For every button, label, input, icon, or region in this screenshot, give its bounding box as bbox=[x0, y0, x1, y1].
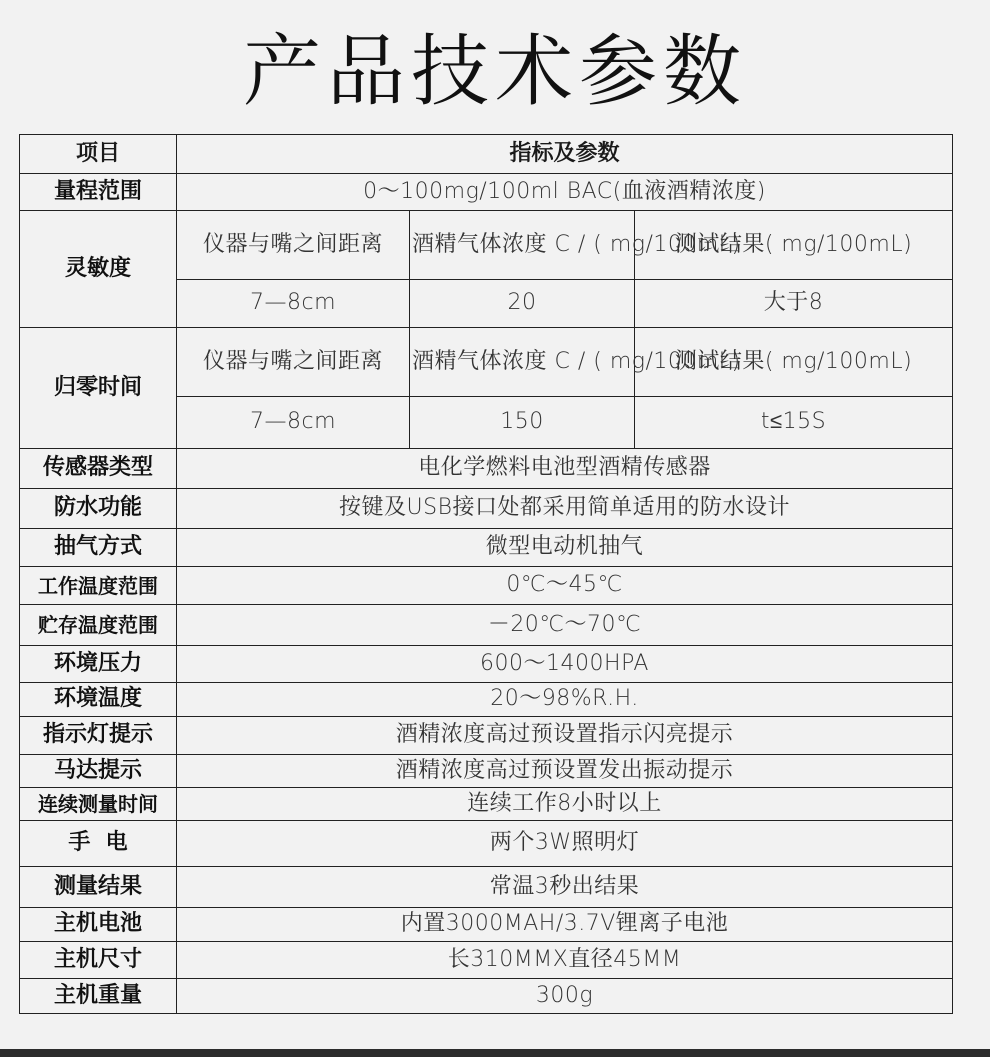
range-value: 0～100mg/100ml BAC(血液酒精浓度) bbox=[177, 174, 953, 211]
page-title: 产品技术参数 bbox=[242, 27, 747, 117]
zero-time-col-result: 测试结果( mg/100mL) bbox=[635, 328, 953, 397]
row-value: 电化学燃料电池型酒精传感器 bbox=[177, 449, 953, 489]
row-label: 环境压力 bbox=[20, 646, 177, 683]
row-label: 主机重量 bbox=[20, 979, 177, 1014]
spec-table bbox=[19, 134, 953, 1014]
row-value: 按键及USB接口处都采用简单适用的防水设计 bbox=[177, 489, 953, 529]
sensitivity-distance: 7—8cm bbox=[177, 280, 410, 328]
row-value: 连续工作8小时以上 bbox=[177, 788, 953, 821]
row-value: 常温3秒出结果 bbox=[177, 867, 953, 908]
zero-time-col-distance: 仪器与嘴之间距离 bbox=[177, 328, 410, 397]
row-label: 工作温度范围 bbox=[20, 567, 177, 605]
table-row bbox=[20, 755, 953, 788]
table-row bbox=[20, 979, 953, 1014]
sensitivity-concentration: 20 bbox=[410, 280, 635, 328]
row-label: 防水功能 bbox=[20, 489, 177, 529]
table-row bbox=[20, 328, 953, 397]
zero-time-distance: 7—8cm bbox=[177, 397, 410, 449]
row-value: 0℃～45℃ bbox=[177, 567, 953, 605]
sensitivity-col-distance: 仪器与嘴之间距离 bbox=[177, 211, 410, 280]
row-value: 600～1400HPA bbox=[177, 646, 953, 683]
row-value: 酒精浓度高过预设置发出振动提示 bbox=[177, 755, 953, 788]
row-label: 环境温度 bbox=[20, 683, 177, 717]
row-label: 主机尺寸 bbox=[20, 942, 177, 979]
table-row bbox=[20, 567, 953, 605]
row-label: 连续测量时间 bbox=[20, 788, 177, 821]
sensitivity-col-result: 测试结果( mg/100mL) bbox=[635, 211, 953, 280]
row-label: 指示灯提示 bbox=[20, 717, 177, 755]
table-row bbox=[20, 489, 953, 529]
row-value: 微型电动机抽气 bbox=[177, 529, 953, 567]
table-row bbox=[20, 529, 953, 567]
zero-time-label: 归零时间 bbox=[20, 328, 177, 449]
range-label: 量程范围 bbox=[20, 174, 177, 211]
bottom-divider bbox=[0, 1049, 990, 1057]
row-value: 两个3W照明灯 bbox=[177, 821, 953, 867]
row-value: －20℃～70℃ bbox=[177, 605, 953, 646]
table-row bbox=[20, 788, 953, 821]
table-row bbox=[20, 211, 953, 280]
table-row bbox=[20, 449, 953, 489]
row-label: 手 电 bbox=[20, 821, 177, 867]
table-row bbox=[20, 821, 953, 867]
row-label: 传感器类型 bbox=[20, 449, 177, 489]
sensitivity-result: 大于8 bbox=[635, 280, 953, 328]
row-value: 酒精浓度高过预设置指示闪亮提示 bbox=[177, 717, 953, 755]
zero-time-concentration: 150 bbox=[410, 397, 635, 449]
table-row bbox=[20, 683, 953, 717]
zero-time-col-concentration: 酒精气体浓度 C / ( mg/100mL) bbox=[410, 328, 635, 397]
row-label: 马达提示 bbox=[20, 755, 177, 788]
table-header-row bbox=[20, 135, 953, 174]
row-label: 测量结果 bbox=[20, 867, 177, 908]
sensitivity-label: 灵敏度 bbox=[20, 211, 177, 328]
header-spec: 指标及参数 bbox=[177, 135, 953, 174]
zero-time-result: t≤15S bbox=[635, 397, 953, 449]
row-label: 主机电池 bbox=[20, 908, 177, 942]
row-label: 贮存温度范围 bbox=[20, 605, 177, 646]
header-item: 项目 bbox=[20, 135, 177, 174]
table-row bbox=[20, 646, 953, 683]
row-value: 20～98%R.H. bbox=[177, 683, 953, 717]
table-row bbox=[20, 867, 953, 908]
row-value: 300g bbox=[177, 979, 953, 1014]
table-row bbox=[20, 717, 953, 755]
table-row bbox=[20, 174, 953, 211]
table-row bbox=[20, 908, 953, 942]
table-row bbox=[20, 605, 953, 646]
row-value: 内置3000MAH/3.7V锂离子电池 bbox=[177, 908, 953, 942]
sensitivity-col-concentration: 酒精气体浓度 C / ( mg/100mL) bbox=[410, 211, 635, 280]
row-label: 抽气方式 bbox=[20, 529, 177, 567]
row-value: 长310MMX直径45MM bbox=[177, 942, 953, 979]
table-row bbox=[20, 942, 953, 979]
